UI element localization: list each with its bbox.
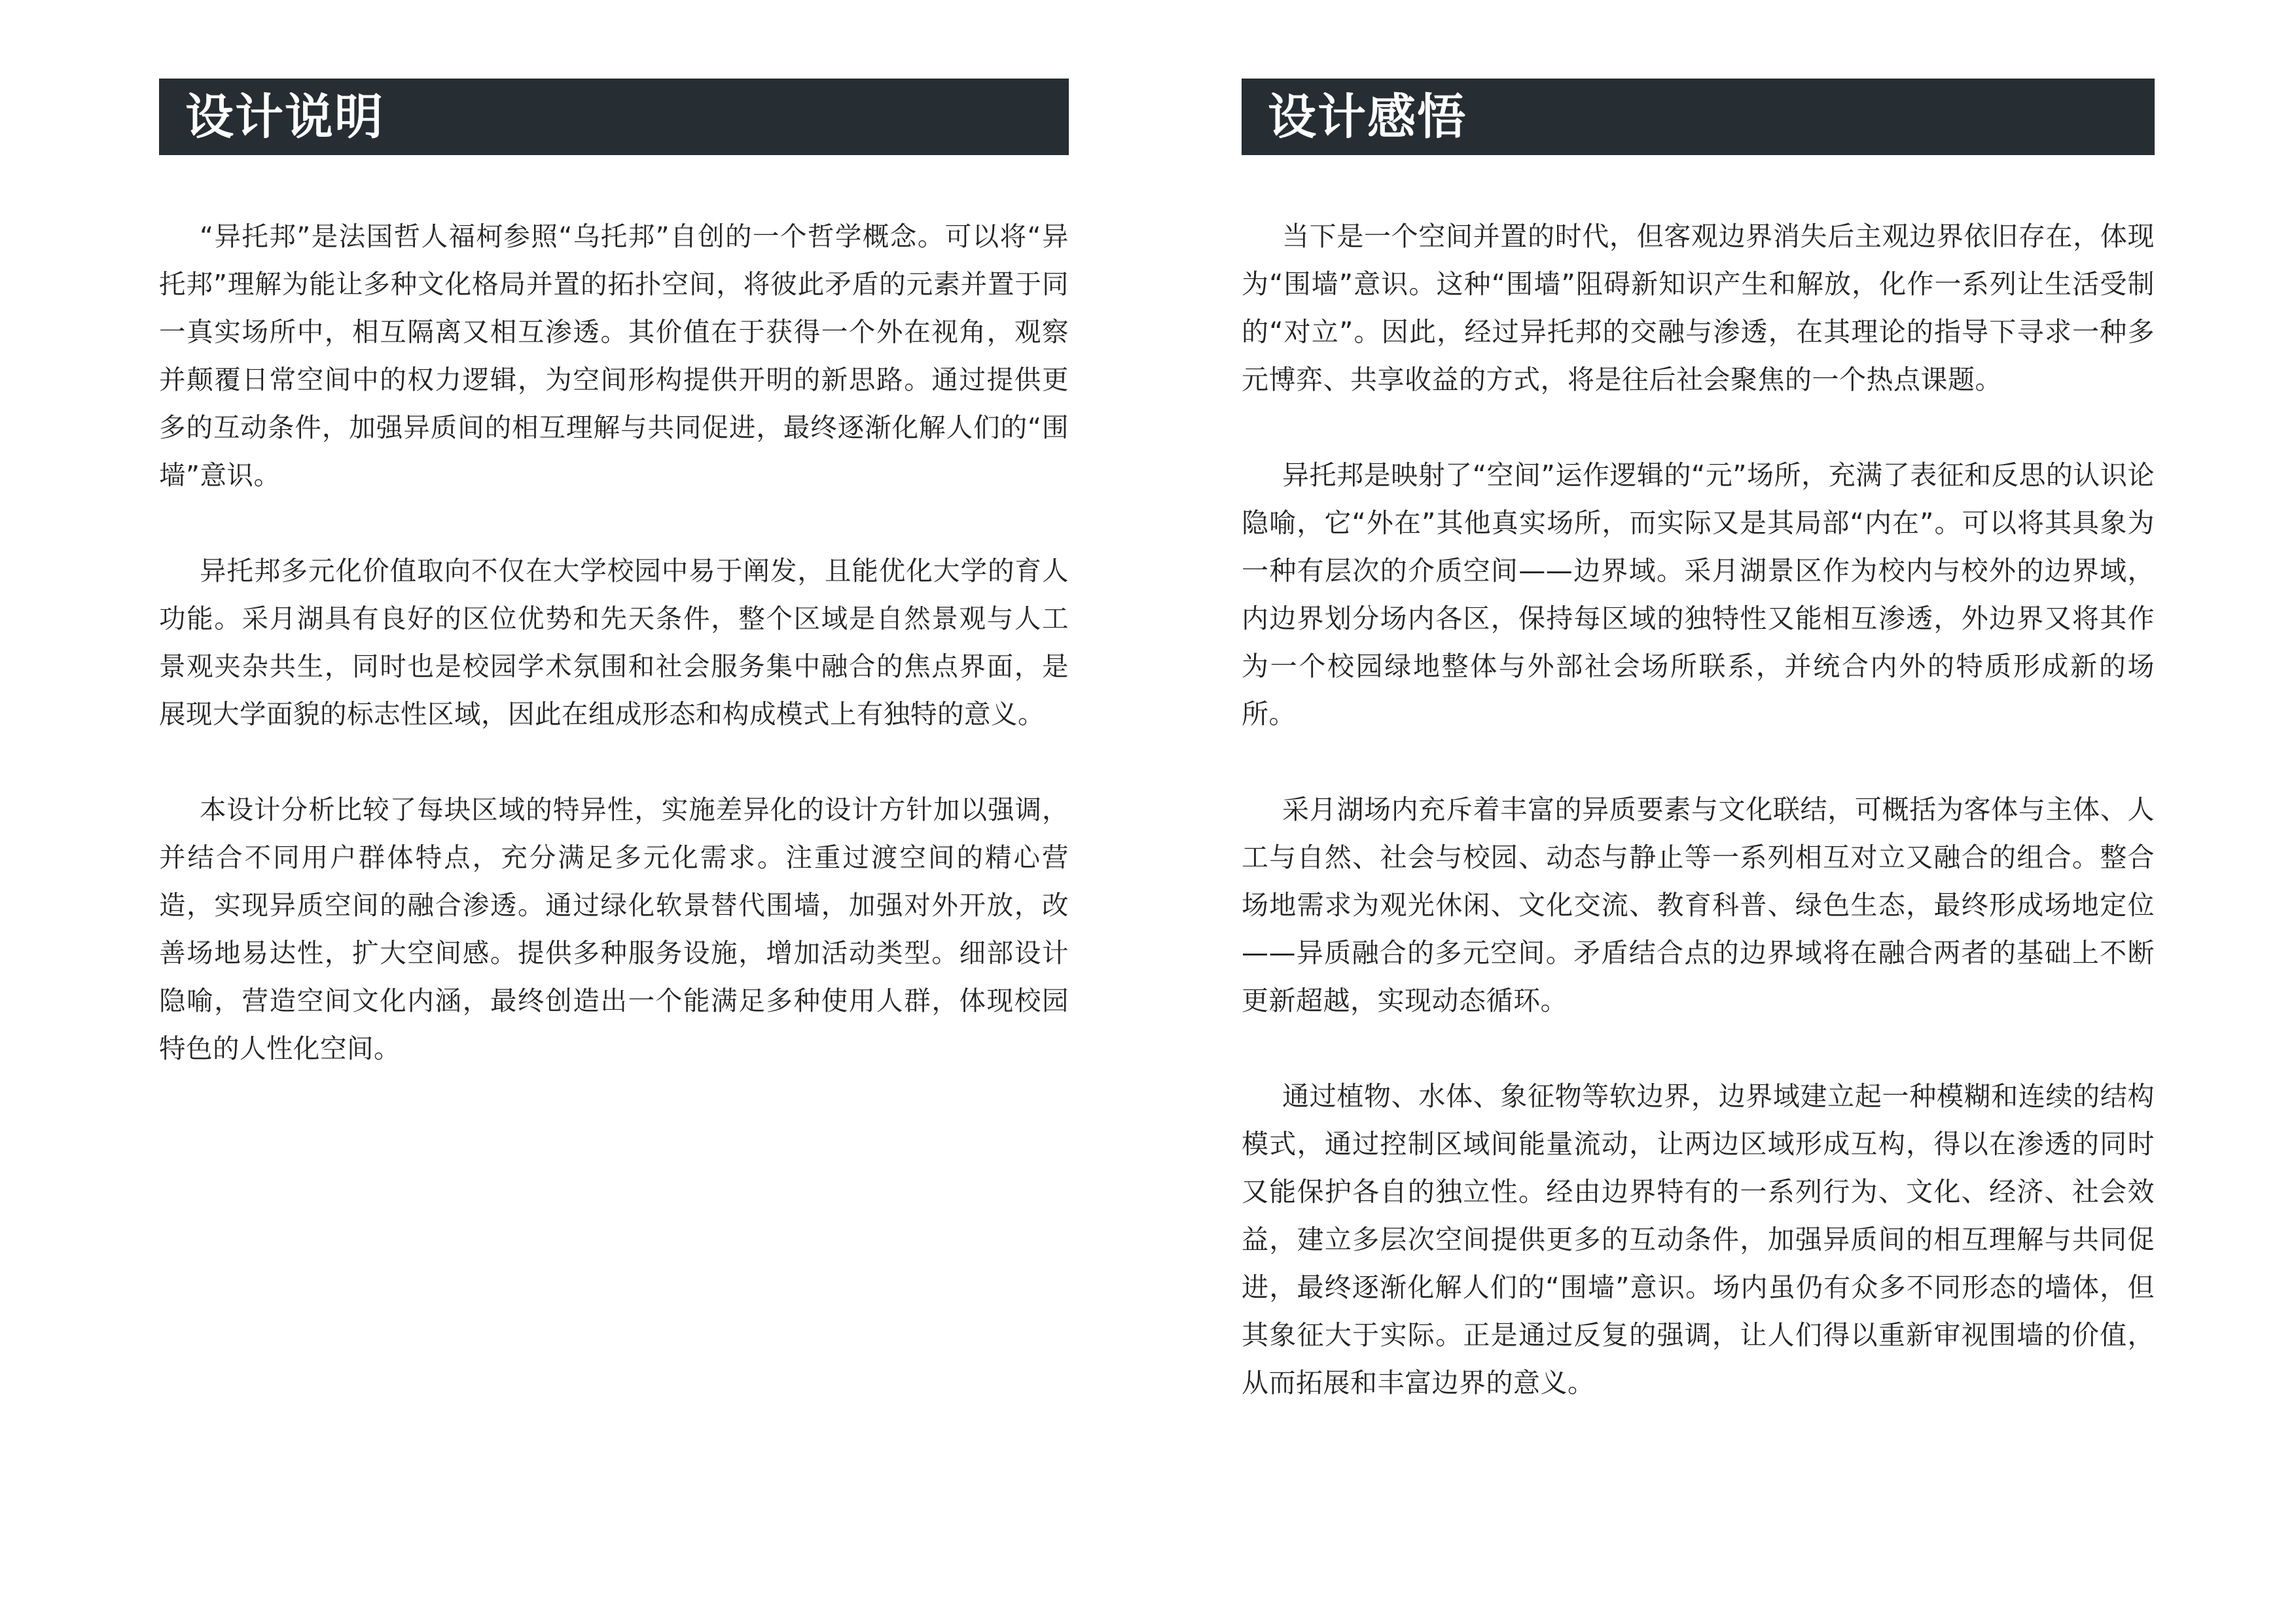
paragraph: 通过植物、水体、象征物等软边界，边界域建立起一种模糊和连续的结构模式，通过控制区域间能量流动，让两边区域形成互构，得以在渗透的同时又能保护各自的独立性。经由边界特有的一系列行为、文化、经济、社会效益，建立多层次空间提供更多的互动条件，加强异质间的相互理解与共同促进，最终逐渐化解人们的“围墙”意识。场内虽仍有众多不同形态的墙体，但其象征大于实际。正是通过反复的强调，让人们得以重新审视围墙的价值，从而拓展和丰富边界的意义。	[1242, 1080, 2155, 1399]
paragraph: 当下是一个空间并置的时代，但客观边界消失后主观边界依旧存在，体现为“围墙”意识。这种“围墙”阻碍新知识产生和解放，化作一系列让生活受制的“对立”。因此，经过异托邦的交融与渗透，在其理论的指导下寻求一种多元博弈、共享收益的方式，将是往后社会聚焦的一个热点课题。	[1242, 221, 2155, 395]
paragraph: 异托邦多元化价值取向不仅在大学校园中易于阐发，且能优化大学的育人功能。采月湖具有良好的区位优势和先天条件，整个区域是自然景观与人工景观夹杂共生，同时也是校园学术氛围和社会服务集中融合的焦点界面，是展现大学面貌的标志性区域，因此在组成形态和构成模式上有独特的意义。	[159, 555, 1069, 730]
section-header-bar	[159, 79, 1069, 155]
paragraph: 采月湖场内充斥着丰富的异质要素与文化联结，可概括为客体与主体、人工与自然、社会与校园、动态与静止等一系列相互对立又融合的组合。整合场地需求为观光休闲、文化交流、教育科普、绿色生态，最终形成场地定位——异质融合的多元空间。矛盾结合点的边界域将在融合两者的基础上不断更新超越，实现动态循环。	[1242, 794, 2155, 1016]
section-title: 设计感悟	[1268, 88, 1467, 145]
section-body	[1242, 213, 2155, 1407]
section-header-bar	[1242, 79, 2155, 155]
paragraph: “异托邦”是法国哲人福柯参照“乌托邦”自创的一个哲学概念。可以将“异托邦”理解为能让多种文化格局并置的拓扑空间，将彼此矛盾的元素并置于同一真实场所中，相互隔离又相互渗透。其价值在于获得一个外在视角，观察并颠覆日常空间中的权力逻辑，为空间形构提供开明的新思路。通过提供更多的互动条件，加强异质间的相互理解与共同促进，最终逐渐化解人们的“围墙”意识。	[159, 221, 1069, 491]
design-reflection-section	[1242, 79, 2155, 1455]
paragraph: 异托邦是映射了“空间”运作逻辑的“元”场所，充满了表征和反思的认识论隐喻，它“外在”其他真实场所，而实际又是其局部“内在”。可以将其具象为一种有层次的介质空间——边界域。采月湖景区作为校内与校外的边界域，内边界划分场内各区，保持每区域的独特性又能相互渗透，外边界又将其作为一个校园绿地整体与外部社会场所联系，并统合内外的特质形成新的场所。	[1242, 459, 2155, 730]
section-title: 设计说明	[185, 88, 384, 145]
design-description-section	[159, 79, 1069, 1120]
section-body	[159, 213, 1069, 1073]
paragraph: 本设计分析比较了每块区域的特异性，实施差异化的设计方针加以强调，并结合不同用户群体特点，充分满足多元化需求。注重过渡空间的精心营造，实现异质空间的融合渗透。通过绿化软景替代围墙，加强对外开放，改善场地易达性，扩大空间感。提供多种服务设施，增加活动类型。细部设计隐喻，营造空间文化内涵，最终创造出一个能满足多种使用人群，体现校园特色的人性化空间。	[159, 794, 1069, 1064]
